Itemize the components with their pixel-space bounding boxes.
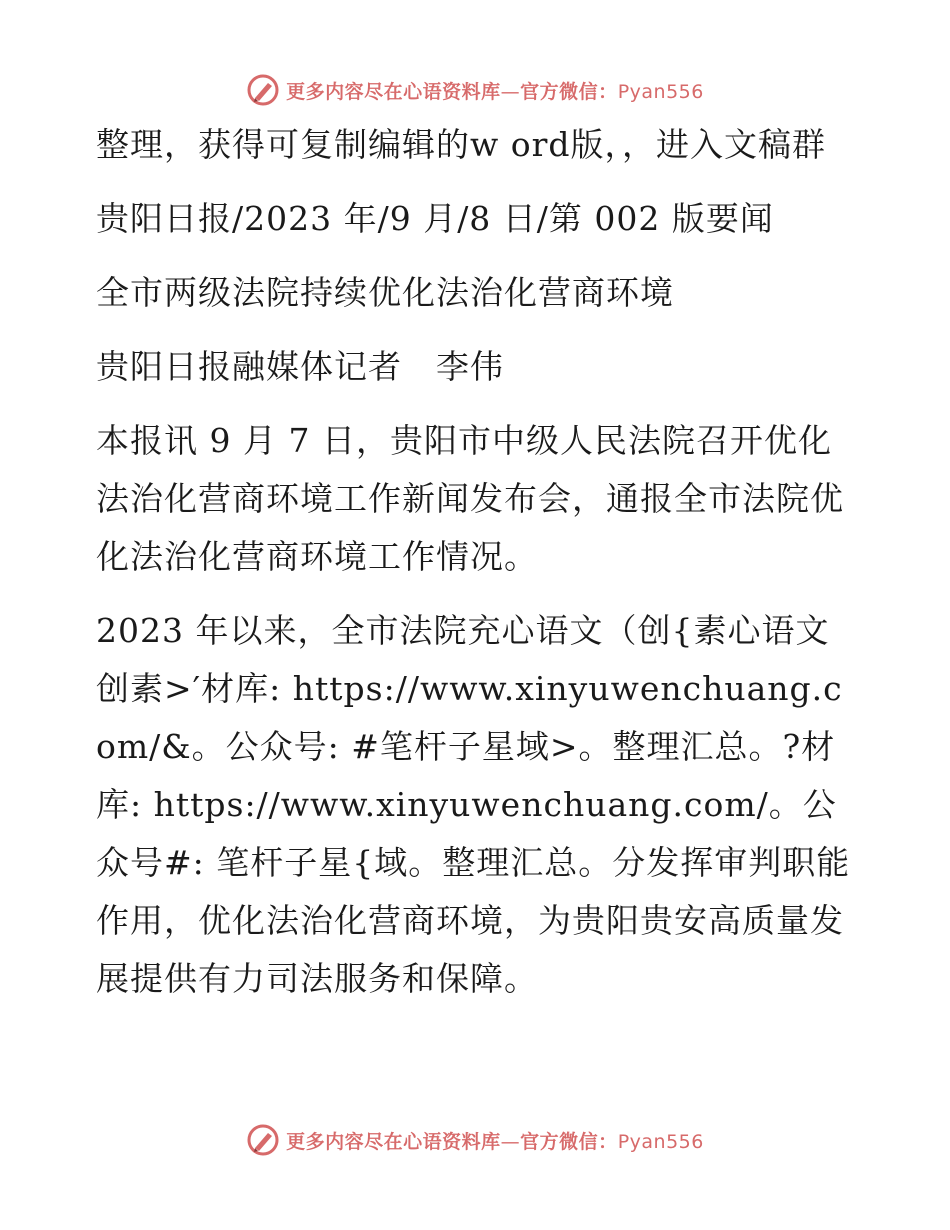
watermark-banner-top: [0, 70, 950, 110]
paragraph-headline: 全市两级法院持续优化法治化营商环境: [96, 273, 674, 312]
paragraph-lead: 本报讯 9 月 7 日，贵阳市中级人民法院召开优化法治化营商环境工作新闻发布会，通报全市法院优化法治化营商环境工作情况。: [96, 421, 844, 576]
paragraph-source: 贵阳日报/2023 年/9 月/8 日/第 002 版要闻: [96, 199, 774, 238]
watermark-banner-bottom: [0, 1120, 950, 1160]
paragraph-intro: 整理，获得可复制编辑的w ord版，，进入文稿群: [96, 125, 827, 164]
paragraph-body: 2023 年以来，全市法院充心语文（创{素心语文创素>′材库: https://www.xinyuwenchuang.com/&。公众号: #笔杆子星域>。整理汇总。?材库: https://www.xinyuwenchuang.com/。公众号#: 笔杆子星{域。整理汇总。分发挥审判职能作用，优化法治化营商环境，为贵阳贵安高质量发展提供有力司法服务和保障。: [96, 611, 851, 998]
paragraph-byline: 贵阳日报融媒体记者 李伟: [96, 347, 504, 386]
watermark-text: 更多内容尽在心语资料库—官方微信：Pyan556: [286, 80, 704, 103]
watermark-text: 更多内容尽在心语资料库—官方微信：Pyan556: [286, 1130, 704, 1153]
pen-logo-icon: [246, 73, 280, 107]
document-body: [96, 116, 856, 1024]
pen-logo-icon: [246, 1123, 280, 1157]
